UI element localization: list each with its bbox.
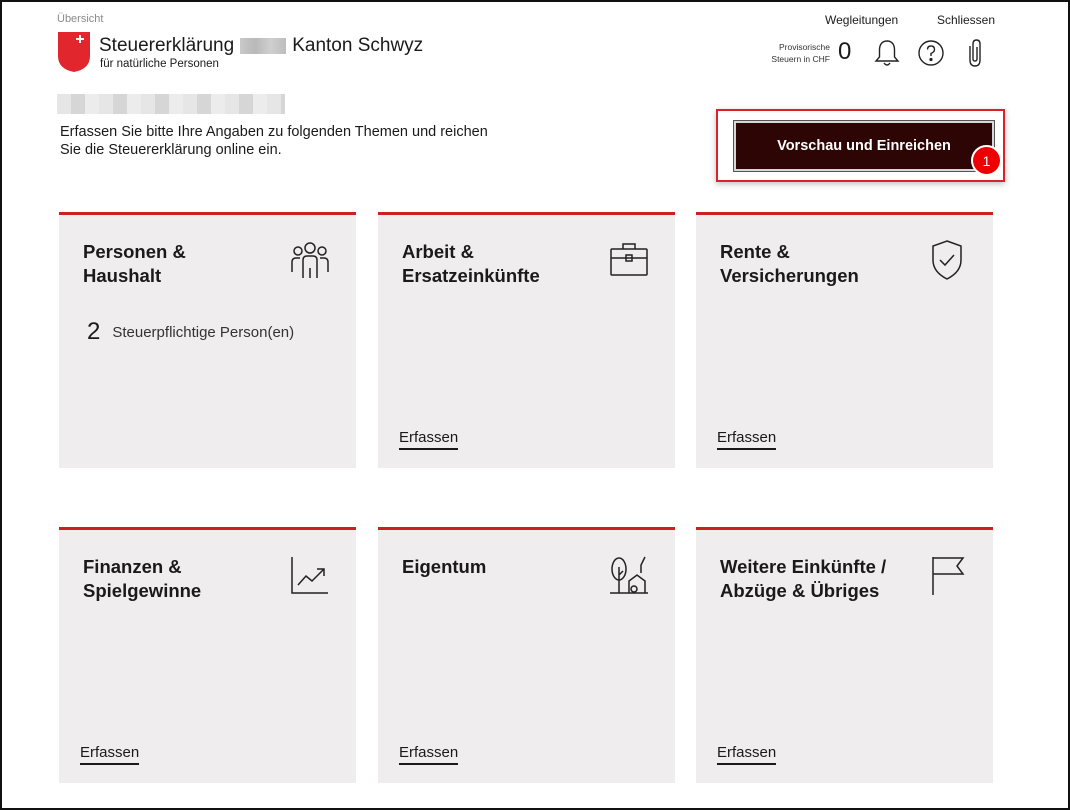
tile-title bbox=[720, 240, 859, 288]
tile-weitere-einkuenfte[interactable] bbox=[696, 527, 993, 783]
tile-title-line2: Abzüge & Übriges bbox=[720, 580, 880, 601]
tile-title-line1: Arbeit & bbox=[402, 241, 474, 262]
tile-title-line1: Finanzen & bbox=[83, 556, 182, 577]
tile-arbeit-ersatzeinkuenfte[interactable] bbox=[378, 212, 675, 468]
tile-title bbox=[402, 555, 486, 579]
stat-value: 2 bbox=[87, 318, 101, 345]
breadcrumb[interactable]: Übersicht bbox=[57, 13, 104, 25]
guides-link[interactable]: Wegleitungen bbox=[825, 13, 899, 27]
erfassen-link[interactable]: Erfassen bbox=[717, 429, 776, 450]
tile-title bbox=[720, 555, 886, 603]
help-icon[interactable] bbox=[917, 38, 945, 68]
erfassen-link[interactable]: Erfassen bbox=[399, 429, 458, 450]
briefcase-icon bbox=[607, 238, 651, 282]
tax-label-line1: Provisorische bbox=[778, 42, 830, 52]
tree-house-icon bbox=[607, 553, 651, 597]
erfassen-link[interactable]: Erfassen bbox=[717, 744, 776, 765]
tile-rente-versicherungen[interactable] bbox=[696, 212, 993, 468]
canton-schwyz-shield-icon bbox=[58, 32, 90, 72]
tile-title-line1: Personen & bbox=[83, 241, 186, 262]
intro-text: Erfassen Sie bitte Ihre Angaben zu folgenden Themen und reichen Sie die Steuererklärung online ein. bbox=[60, 124, 488, 158]
step-badge: 1 bbox=[973, 147, 1000, 174]
tile-finanzen-spielgewinne[interactable] bbox=[59, 527, 356, 783]
tile-title-line2: Haushalt bbox=[83, 265, 162, 286]
erfassen-link[interactable]: Erfassen bbox=[399, 744, 458, 765]
tax-label-line2: Steuern in CHF bbox=[771, 54, 830, 64]
tile-stat bbox=[87, 318, 294, 346]
tile-title-line1: Rente & bbox=[720, 241, 790, 262]
tile-title-line2: Versicherungen bbox=[720, 265, 859, 286]
title-suffix: Kanton Schwyz bbox=[292, 35, 424, 56]
tax-value: 0 bbox=[838, 38, 852, 65]
tile-personen-haushalt[interactable] bbox=[59, 212, 356, 468]
page-subtitle: für natürliche Personen bbox=[100, 58, 219, 70]
tile-title bbox=[83, 240, 186, 288]
cta-highlight bbox=[716, 109, 1005, 182]
tile-title bbox=[402, 240, 540, 288]
close-link[interactable]: Schliessen bbox=[937, 13, 996, 27]
tile-title-line1: Eigentum bbox=[402, 556, 487, 577]
erfassen-link[interactable]: Erfassen bbox=[80, 744, 139, 765]
tile-eigentum[interactable] bbox=[378, 527, 675, 783]
title-prefix: Steuererklärung bbox=[99, 35, 235, 56]
bell-icon[interactable] bbox=[873, 38, 901, 68]
preview-submit-button[interactable]: Vorschau und Einreichen bbox=[734, 121, 994, 171]
chart-line-icon bbox=[288, 553, 332, 597]
tile-title-line1: Weitere Einkünfte / bbox=[720, 556, 887, 577]
tile-title bbox=[83, 555, 201, 603]
page-title bbox=[99, 35, 423, 57]
people-icon bbox=[288, 238, 332, 282]
flag-icon bbox=[925, 553, 969, 597]
redacted-taxpayer-name bbox=[57, 94, 285, 114]
redacted-year bbox=[240, 38, 286, 54]
shield-check-icon bbox=[925, 238, 969, 282]
attachment-icon[interactable] bbox=[961, 38, 989, 68]
tile-title-line2: Spielgewinne bbox=[83, 580, 202, 601]
stat-label: Steuerpflichtige Person(en) bbox=[112, 323, 295, 341]
tax-label bbox=[762, 41, 830, 65]
tile-title-line2: Ersatzeinkünfte bbox=[402, 265, 540, 286]
